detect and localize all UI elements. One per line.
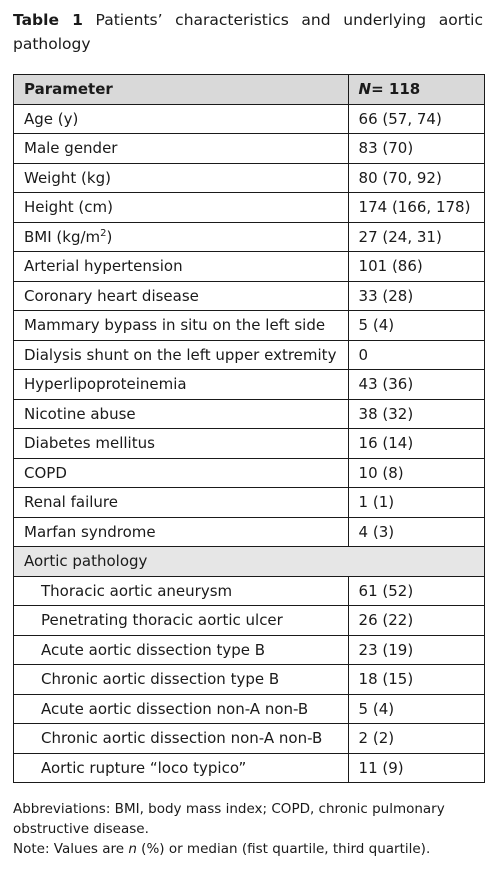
table-row: [14, 104, 485, 134]
parameter-cell: [14, 104, 349, 134]
value-cell: 33 (28): [348, 281, 484, 311]
parameter-label: Nicotine abuse: [24, 404, 136, 423]
values-note-italic: n: [128, 841, 137, 857]
value-cell: 43 (36): [348, 370, 484, 400]
parameter-cell: [14, 222, 349, 252]
parameter-cell: [14, 429, 349, 459]
parameter-cell: [14, 694, 349, 724]
pathology-row: [14, 694, 485, 724]
parameter-label: Mammary bypass in situ on the left side: [24, 316, 326, 335]
value-cell: 66 (57, 74): [348, 104, 484, 134]
value-cell: 10 (8): [348, 458, 484, 488]
header-n: [348, 75, 484, 105]
parameter-label: Age (y): [24, 109, 79, 128]
parameter-cell: [14, 517, 349, 547]
table-row: [14, 134, 485, 164]
parameter-superscript: 2: [100, 227, 107, 239]
parameter-cell: [14, 606, 349, 636]
parameter-label: Penetrating thoracic aortic ulcer: [41, 611, 283, 630]
table-row: [14, 222, 485, 252]
table-header-row: [14, 75, 485, 105]
table-row: [14, 458, 485, 488]
value-cell: 5 (4): [348, 311, 484, 341]
parameter-label: COPD: [24, 463, 67, 482]
values-note-prefix: Note: Values are: [13, 841, 129, 857]
value-cell: 23 (19): [348, 635, 484, 665]
parameter-label: Diabetes mellitus: [24, 434, 155, 453]
header-n-symbol: N: [358, 80, 372, 99]
value-cell: 5 (4): [348, 694, 484, 724]
header-n-value: = 118: [371, 80, 421, 99]
parameter-cell: [14, 311, 349, 341]
parameter-label: Height (cm): [24, 198, 113, 217]
parameter-cell: [14, 665, 349, 695]
parameter-label: Coronary heart disease: [24, 286, 199, 305]
parameter-suffix: ): [106, 227, 113, 246]
parameter-cell: [14, 635, 349, 665]
parameter-cell: [14, 134, 349, 164]
parameter-cell: [14, 458, 349, 488]
table-label: Table 1: [13, 11, 83, 29]
parameter-cell: [14, 193, 349, 223]
table-row: [14, 488, 485, 518]
parameter-label: Marfan syndrome: [24, 522, 156, 541]
value-cell: 38 (32): [348, 399, 484, 429]
pathology-row: [14, 665, 485, 695]
parameter-label: Dialysis shunt on the left upper extremity: [24, 345, 337, 364]
parameter-cell: [14, 753, 349, 783]
pathology-row: [14, 635, 485, 665]
pathology-row: [14, 606, 485, 636]
value-cell: 83 (70): [348, 134, 484, 164]
parameter-cell: [14, 370, 349, 400]
parameter-label: Acute aortic dissection type B: [41, 640, 266, 659]
value-cell: 61 (52): [348, 576, 484, 606]
table-row: [14, 311, 485, 341]
value-cell: 11 (9): [348, 753, 484, 783]
parameter-label: Arterial hypertension: [24, 257, 183, 276]
pathology-row: [14, 753, 485, 783]
value-cell: 1 (1): [348, 488, 484, 518]
pathology-row: [14, 724, 485, 754]
value-cell: 27 (24, 31): [348, 222, 484, 252]
value-cell: 174 (166, 178): [348, 193, 484, 223]
parameter-cell: [14, 576, 349, 606]
patient-characteristics-table: [13, 74, 485, 783]
table-row: [14, 163, 485, 193]
value-cell: 80 (70, 92): [348, 163, 484, 193]
abbreviations-note: Abbreviations: BMI, body mass index; COPD, chronic pulmonary obstructive disease.: [13, 801, 445, 837]
parameter-cell: [14, 163, 349, 193]
table-row: [14, 281, 485, 311]
value-cell: 4 (3): [348, 517, 484, 547]
parameter-cell: [14, 252, 349, 282]
table-title: Patients’ characteristics and underlying aortic pathology: [13, 11, 484, 53]
parameter-cell: [14, 399, 349, 429]
section-header-row: [14, 547, 485, 577]
table-row: [14, 429, 485, 459]
value-cell: 18 (15): [348, 665, 484, 695]
values-note-suffix: (%) or median (fist quartile, third quartile).: [136, 841, 431, 857]
parameter-label: Male gender: [24, 139, 118, 158]
parameter-label: Chronic aortic dissection non-A non-B: [41, 729, 323, 748]
parameter-label: BMI (kg/m: [24, 227, 101, 246]
table-row: [14, 193, 485, 223]
value-cell: 2 (2): [348, 724, 484, 754]
value-cell: 26 (22): [348, 606, 484, 636]
table-row: [14, 517, 485, 547]
parameter-label: Hyperlipoproteinemia: [24, 375, 187, 394]
table-row: [14, 370, 485, 400]
table-footnotes: [13, 799, 485, 859]
parameter-label: Weight (kg): [24, 168, 111, 187]
parameter-cell: [14, 340, 349, 370]
parameter-label: Chronic aortic dissection type B: [41, 670, 280, 689]
parameter-cell: [14, 281, 349, 311]
parameter-label: Thoracic aortic aneurysm: [41, 581, 233, 600]
value-cell: 0: [348, 340, 484, 370]
values-note: [13, 839, 485, 859]
parameter-label: Aortic rupture “loco typico”: [41, 758, 247, 777]
header-parameter: Parameter: [14, 75, 349, 105]
table-body: [14, 104, 485, 783]
value-cell: 16 (14): [348, 429, 484, 459]
parameter-cell: [14, 488, 349, 518]
parameter-cell: [14, 724, 349, 754]
pathology-row: [14, 576, 485, 606]
table-row: [14, 340, 485, 370]
parameter-label: Renal failure: [24, 493, 118, 512]
value-cell: 101 (86): [348, 252, 484, 282]
section-title: Aortic pathology: [14, 547, 485, 577]
table-caption: [13, 8, 483, 56]
table-row: [14, 399, 485, 429]
table-row: [14, 252, 485, 282]
parameter-label: Acute aortic dissection non-A non-B: [41, 699, 309, 718]
